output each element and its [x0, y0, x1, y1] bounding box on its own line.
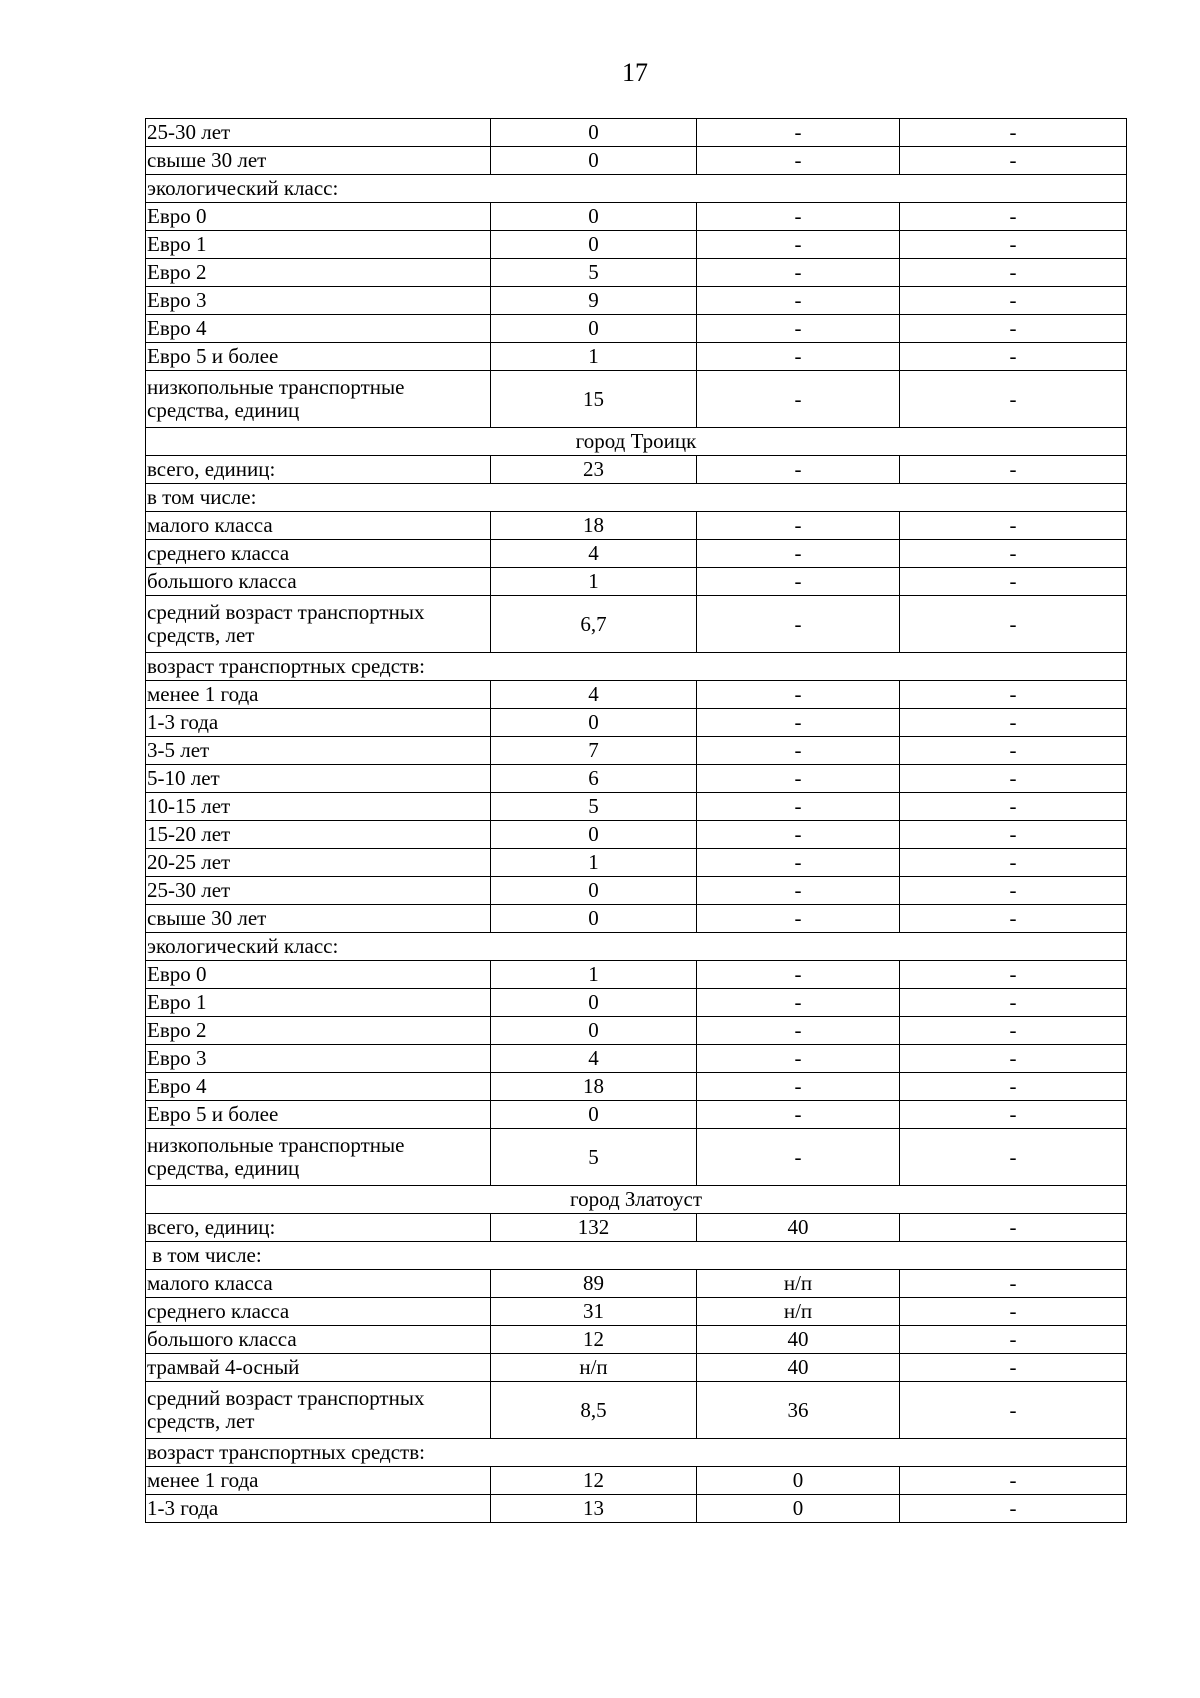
row-value-2: 36	[697, 1382, 900, 1439]
row-label: свыше 30 лет	[146, 905, 491, 933]
row-label: менее 1 года	[146, 681, 491, 709]
row-value-3: -	[900, 821, 1127, 849]
table-row	[146, 119, 1127, 147]
table-row	[146, 1298, 1127, 1326]
row-value-1: 0	[491, 147, 697, 175]
row-value-2: -	[697, 540, 900, 568]
table-row	[146, 456, 1127, 484]
row-label: Евро 4	[146, 315, 491, 343]
row-label: малого класса	[146, 512, 491, 540]
row-value-2: н/п	[697, 1298, 900, 1326]
row-value-3: -	[900, 315, 1127, 343]
row-value-3: -	[900, 119, 1127, 147]
row-label: Евро 1	[146, 231, 491, 259]
row-value-1: н/п	[491, 1354, 697, 1382]
row-value-2: -	[697, 1129, 900, 1186]
row-value-2: -	[697, 315, 900, 343]
row-value-3: -	[900, 456, 1127, 484]
row-value-2: -	[697, 1017, 900, 1045]
table-row	[146, 681, 1127, 709]
row-label: менее 1 года	[146, 1467, 491, 1495]
row-label: 25-30 лет	[146, 877, 491, 905]
row-value-3: -	[900, 512, 1127, 540]
row-label: Евро 4	[146, 1073, 491, 1101]
row-value-3: -	[900, 259, 1127, 287]
table-row	[146, 315, 1127, 343]
row-value-2: -	[697, 681, 900, 709]
section-row	[146, 933, 1127, 961]
row-value-3: -	[900, 1382, 1127, 1439]
table-row	[146, 905, 1127, 933]
row-value-1: 89	[491, 1270, 697, 1298]
row-value-3: -	[900, 371, 1127, 428]
table-row	[146, 231, 1127, 259]
row-value-1: 4	[491, 1045, 697, 1073]
row-value-2: 40	[697, 1214, 900, 1242]
row-value-3: -	[900, 709, 1127, 737]
row-label: 1-3 года	[146, 1495, 491, 1523]
row-value-3: -	[900, 287, 1127, 315]
row-value-2: -	[697, 119, 900, 147]
row-value-2: -	[697, 961, 900, 989]
row-value-1: 0	[491, 119, 697, 147]
row-value-2: -	[697, 343, 900, 371]
table-row	[146, 343, 1127, 371]
section-label: возраст транспортных средств:	[146, 1439, 1127, 1467]
row-value-1: 1	[491, 961, 697, 989]
city-header-row	[146, 1186, 1127, 1214]
row-value-2: 40	[697, 1326, 900, 1354]
row-value-3: -	[900, 1101, 1127, 1129]
row-value-2: -	[697, 765, 900, 793]
section-label: экологический класс:	[146, 175, 1127, 203]
row-label: свыше 30 лет	[146, 147, 491, 175]
row-label: 20-25 лет	[146, 849, 491, 877]
row-value-2: 40	[697, 1354, 900, 1382]
row-value-3: -	[900, 1045, 1127, 1073]
table-row	[146, 877, 1127, 905]
row-value-1: 5	[491, 793, 697, 821]
row-value-2: 0	[697, 1495, 900, 1523]
table-row	[146, 1017, 1127, 1045]
row-label: 25-30 лет	[146, 119, 491, 147]
row-label: Евро 0	[146, 961, 491, 989]
table-row	[146, 709, 1127, 737]
row-value-3: -	[900, 1129, 1127, 1186]
table-row	[146, 989, 1127, 1017]
row-value-1: 132	[491, 1214, 697, 1242]
table-row	[146, 793, 1127, 821]
row-value-1: 8,5	[491, 1382, 697, 1439]
row-label: Евро 0	[146, 203, 491, 231]
row-value-2: -	[697, 709, 900, 737]
row-value-3: -	[900, 681, 1127, 709]
section-row	[146, 175, 1127, 203]
table-row	[146, 1382, 1127, 1439]
row-value-3: -	[900, 1495, 1127, 1523]
table-row	[146, 737, 1127, 765]
row-value-2: -	[697, 147, 900, 175]
row-value-1: 5	[491, 259, 697, 287]
row-label: 3-5 лет	[146, 737, 491, 765]
row-label: 5-10 лет	[146, 765, 491, 793]
row-value-2: -	[697, 877, 900, 905]
row-label: низкопольные транспортные средства, единиц	[146, 371, 491, 428]
row-value-1: 12	[491, 1467, 697, 1495]
row-value-3: -	[900, 1298, 1127, 1326]
row-value-2: -	[697, 821, 900, 849]
row-value-1: 0	[491, 905, 697, 933]
row-value-3: -	[900, 905, 1127, 933]
row-value-1: 0	[491, 315, 697, 343]
table-row	[146, 540, 1127, 568]
row-label: Евро 5 и более	[146, 343, 491, 371]
row-value-2: -	[697, 287, 900, 315]
row-value-1: 4	[491, 681, 697, 709]
table-row	[146, 1354, 1127, 1382]
row-value-1: 0	[491, 709, 697, 737]
table-row	[146, 147, 1127, 175]
page-number: 17	[622, 58, 648, 87]
row-value-2: -	[697, 1073, 900, 1101]
row-value-3: -	[900, 203, 1127, 231]
city-name: город Троицк	[146, 428, 1127, 456]
table-row	[146, 203, 1127, 231]
row-value-1: 31	[491, 1298, 697, 1326]
row-value-1: 4	[491, 540, 697, 568]
table-row	[146, 1073, 1127, 1101]
row-value-1: 0	[491, 821, 697, 849]
table-row	[146, 596, 1127, 653]
row-label: Евро 3	[146, 1045, 491, 1073]
table-row	[146, 821, 1127, 849]
table-row	[146, 1129, 1127, 1186]
city-name: город Златоуст	[146, 1186, 1127, 1214]
table-row	[146, 849, 1127, 877]
table-row	[146, 287, 1127, 315]
row-label: Евро 1	[146, 989, 491, 1017]
table-row	[146, 1101, 1127, 1129]
row-value-1: 18	[491, 1073, 697, 1101]
section-row	[146, 1439, 1127, 1467]
row-value-3: -	[900, 961, 1127, 989]
section-row	[146, 484, 1127, 512]
section-label: возраст транспортных средств:	[146, 653, 1127, 681]
row-label: средний возраст транспортных средств, лет	[146, 596, 491, 653]
row-value-3: -	[900, 1017, 1127, 1045]
table-row	[146, 765, 1127, 793]
table-row	[146, 961, 1127, 989]
row-value-1: 13	[491, 1495, 697, 1523]
row-value-2: -	[697, 371, 900, 428]
row-label: большого класса	[146, 1326, 491, 1354]
row-value-3: -	[900, 343, 1127, 371]
row-value-1: 1	[491, 849, 697, 877]
row-label: низкопольные транспортные средства, единиц	[146, 1129, 491, 1186]
row-value-2: -	[697, 737, 900, 765]
table-row	[146, 1326, 1127, 1354]
row-value-2: -	[697, 1045, 900, 1073]
row-label: 15-20 лет	[146, 821, 491, 849]
table-row	[146, 371, 1127, 428]
table-row	[146, 1270, 1127, 1298]
transport-table	[145, 118, 1127, 1523]
table-row	[146, 1214, 1127, 1242]
section-row	[146, 1242, 1127, 1270]
row-value-1: 15	[491, 371, 697, 428]
row-value-1: 0	[491, 203, 697, 231]
row-label: средний возраст транспортных средств, лет	[146, 1382, 491, 1439]
row-value-3: -	[900, 231, 1127, 259]
row-label: Евро 5 и более	[146, 1101, 491, 1129]
row-label: трамвай 4-осный	[146, 1354, 491, 1382]
row-label: большого класса	[146, 568, 491, 596]
row-label: 1-3 года	[146, 709, 491, 737]
row-value-3: -	[900, 849, 1127, 877]
row-value-2: -	[697, 231, 900, 259]
row-value-2: 0	[697, 1467, 900, 1495]
row-value-2: -	[697, 456, 900, 484]
row-value-3: -	[900, 1467, 1127, 1495]
row-value-3: -	[900, 1354, 1127, 1382]
row-label: Евро 2	[146, 259, 491, 287]
row-label: среднего класса	[146, 1298, 491, 1326]
row-value-1: 9	[491, 287, 697, 315]
row-value-2: -	[697, 259, 900, 287]
row-value-3: -	[900, 596, 1127, 653]
row-value-1: 18	[491, 512, 697, 540]
section-label: в том числе:	[146, 1242, 1127, 1270]
row-value-2: -	[697, 793, 900, 821]
city-header-row	[146, 428, 1127, 456]
row-value-3: -	[900, 1214, 1127, 1242]
row-value-3: -	[900, 147, 1127, 175]
row-value-3: -	[900, 765, 1127, 793]
row-value-1: 0	[491, 1101, 697, 1129]
row-value-1: 1	[491, 568, 697, 596]
row-value-1: 0	[491, 231, 697, 259]
row-value-2: -	[697, 568, 900, 596]
row-value-3: -	[900, 737, 1127, 765]
table-row	[146, 1467, 1127, 1495]
section-label: экологический класс:	[146, 933, 1127, 961]
row-value-1: 1	[491, 343, 697, 371]
row-value-3: -	[900, 540, 1127, 568]
row-value-2: -	[697, 989, 900, 1017]
row-value-3: -	[900, 568, 1127, 596]
row-label: Евро 2	[146, 1017, 491, 1045]
row-value-2: н/п	[697, 1270, 900, 1298]
row-value-2: -	[697, 1101, 900, 1129]
row-value-1: 0	[491, 877, 697, 905]
row-label: всего, единиц:	[146, 456, 491, 484]
row-label: всего, единиц:	[146, 1214, 491, 1242]
row-value-3: -	[900, 1326, 1127, 1354]
table-row	[146, 1045, 1127, 1073]
row-value-3: -	[900, 1270, 1127, 1298]
row-value-1: 0	[491, 1017, 697, 1045]
row-value-2: -	[697, 203, 900, 231]
section-label: в том числе:	[146, 484, 1127, 512]
row-value-1: 12	[491, 1326, 697, 1354]
section-row	[146, 653, 1127, 681]
row-value-1: 7	[491, 737, 697, 765]
row-value-1: 23	[491, 456, 697, 484]
row-value-1: 0	[491, 989, 697, 1017]
row-value-2: -	[697, 596, 900, 653]
table-row	[146, 1495, 1127, 1523]
row-value-3: -	[900, 989, 1127, 1017]
row-value-3: -	[900, 793, 1127, 821]
table-row	[146, 512, 1127, 540]
row-value-1: 6,7	[491, 596, 697, 653]
table-row	[146, 259, 1127, 287]
row-value-2: -	[697, 849, 900, 877]
table-body	[146, 119, 1127, 1523]
row-label: малого класса	[146, 1270, 491, 1298]
row-label: 10-15 лет	[146, 793, 491, 821]
row-value-2: -	[697, 905, 900, 933]
row-value-3: -	[900, 877, 1127, 905]
row-value-3: -	[900, 1073, 1127, 1101]
row-value-1: 5	[491, 1129, 697, 1186]
row-label: среднего класса	[146, 540, 491, 568]
table-row	[146, 568, 1127, 596]
row-value-1: 6	[491, 765, 697, 793]
row-value-2: -	[697, 512, 900, 540]
row-label: Евро 3	[146, 287, 491, 315]
